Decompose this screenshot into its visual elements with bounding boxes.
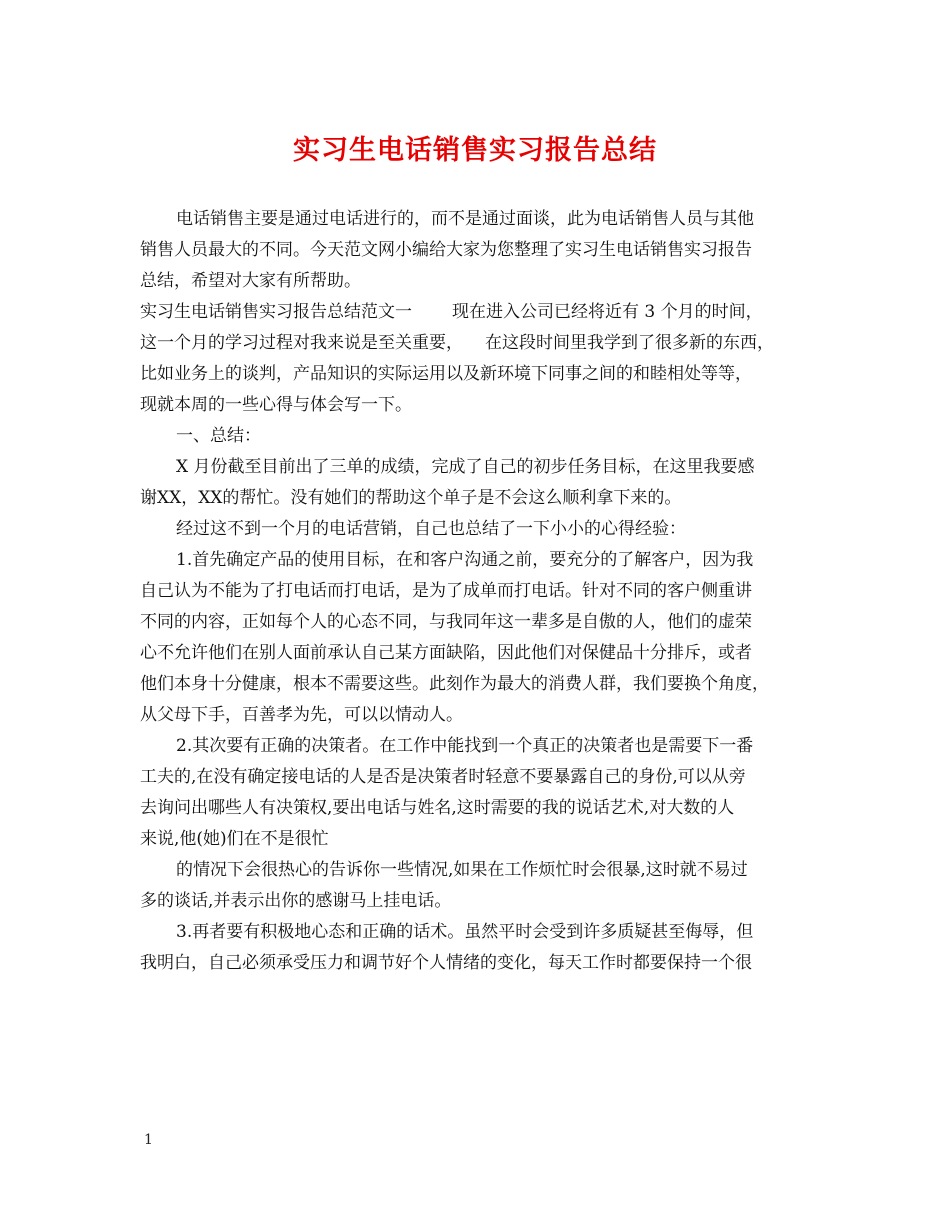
text-line: 2.其次要有正确的决策者。在工作中能找到一个真正的决策者也是需要下一番 — [176, 736, 754, 756]
text-line: 工夫的,在没有确定接电话的人是否是决策者时轻意不要暴露自己的身份,可以从旁 — [140, 767, 746, 787]
text-line: 心不允许他们在别人面前承认自己某方面缺陷，因此他们对保健品十分排斥，或者 — [140, 643, 752, 663]
text-line: 我明白，自己必须承受压力和调节好个人情绪的变化，每天工作时都要保持一个很 — [140, 953, 752, 973]
text-line: 从父母下手，百善孝为先，可以以情动人。 — [140, 705, 463, 725]
text-line: 不同的内容，正如每个人的心态不同，与我同年这一辈多是自傲的人，他们的虚荣 — [140, 612, 752, 632]
section-heading-summary: 一、总结： — [176, 426, 261, 446]
text-line: 总结，希望对大家有所帮助。 — [140, 271, 361, 291]
text-line: 现就本周的一些心得与体会写一下。 — [140, 395, 412, 415]
text-segment: 这一个月的学习过程对我来说是至关重要， — [140, 333, 463, 353]
text-line: X 月份截至目前出了三单的成绩，完成了自己的初步任务目标，在这里我要感 — [176, 457, 755, 477]
text-segment: 现在进入公司已经将近有 3 个月的时间， — [452, 302, 763, 322]
text-line: 经过这不到一个月的电话营销，自己也总结了一下小小的心得经验： — [176, 519, 686, 539]
text-line: 1.首先确定产品的使用目标，在和客户沟通之前，要充分的了解客户，因为我 — [176, 550, 754, 570]
text-line: 谢XX，XX的帮忙。没有她们的帮助这个单子是不会这么顺利拿下来的。 — [140, 488, 682, 508]
section-heading-sample-one: 实习生电话销售实习报告总结范文一 — [140, 302, 412, 322]
text-line: 他们本身十分健康，根本不需要这些。此刻作为最大的消费人群，我们要换个角度， — [140, 674, 769, 694]
text-line: 的情况下会很热心的告诉你一些情况,如果在工作烦忙时会很暴,这时就不易过 — [176, 860, 748, 880]
text-line: 销售人员最大的不同。今天范文网小编给大家为您整理了实习生电话销售实习报告 — [140, 240, 752, 260]
text-line: 自己认为不能为了打电话而打电话，是为了成单而打电话。针对不同的客户侧重讲 — [140, 581, 752, 601]
text-segment: 在这段时间里我学到了很多新的东西， — [485, 333, 774, 353]
text-line: 3.再者要有积极地心态和正确的话术。虽然平时会受到许多质疑甚至侮辱，但 — [176, 922, 754, 942]
text-line-composite — [140, 297, 820, 328]
text-line: 去询问出哪些人有决策权,要出电话与姓名,这时需要的我的说话艺术,对大数的人 — [140, 798, 735, 818]
text-line-composite — [140, 328, 820, 359]
text-line: 多的谈话,并表示出你的感谢马上挂电话。 — [140, 891, 452, 911]
document-title: 实习生电话销售实习报告总结 — [293, 135, 657, 166]
text-line: 电话销售主要是通过电话进行的，而不是通过面谈，此为电话销售人员与其他 — [176, 209, 754, 229]
document-body — [140, 204, 820, 979]
page-number: 1 — [144, 1132, 153, 1148]
text-line: 比如业务上的谈判，产品知识的实际运用以及新环境下同事之间的和睦相处等等， — [140, 364, 752, 384]
text-line: 来说,他(她)们在不是很忙 — [140, 829, 329, 849]
